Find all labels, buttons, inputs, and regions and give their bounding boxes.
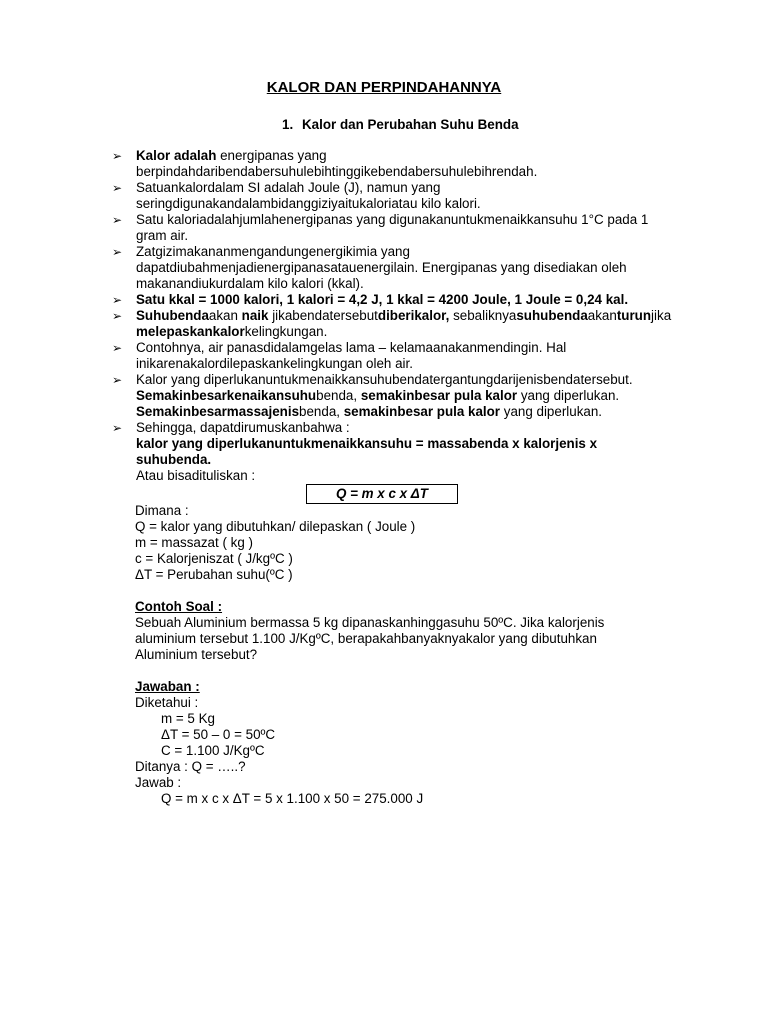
- example-line: Sebuah Aluminium bermassa 5 kg dipanaskanhinggasuhu 50ºC. Jika kalorjenis: [135, 615, 605, 630]
- formula-box: Q = m x c x ΔT: [306, 484, 458, 504]
- arrow-bullet-icon: ➢: [112, 421, 123, 435]
- list-item: ➢ Satu kaloriadalahjumlahenergipanas yang digunakanuntukmenaikkansuhu 1°C pada 1 gram air.: [112, 212, 649, 243]
- arrow-bullet-icon: ➢: [112, 213, 123, 227]
- example-line: Aluminium tersebut?: [135, 647, 258, 662]
- list-item: ➢ Kalor yang diperlukanuntukmenaikkansuhubendatergantungdarijenisbendatersebut. Semakinbesarkenaikansuhubenda, semakinbesar pula kalor yang diperlukan. Semakinbesarmassajenisbenda, semakinbesar pula kalor yang diperlukan.: [112, 372, 633, 419]
- definition-line: m = massazat ( kg ): [135, 535, 253, 550]
- solution-line: Q = m x c x ΔT = 5 x 1.100 x 50 = 275.000 J: [161, 791, 424, 806]
- arrow-bullet-icon: ➢: [112, 181, 123, 195]
- definition-line: ΔT = Perubahan suhu(ºC ): [135, 567, 293, 582]
- known-line: C = 1.100 J/KgºC: [161, 743, 265, 758]
- section-number: 1.: [282, 117, 294, 132]
- arrow-bullet-icon: ➢: [112, 149, 123, 163]
- solve-label: Jawab :: [135, 775, 182, 790]
- answer-heading: Jawaban :: [135, 679, 200, 694]
- arrow-bullet-icon: ➢: [112, 309, 123, 323]
- list-item: ➢ Kalor adalah energipanas yang berpindahdaribendabersuhulebihtinggikebendabersuhulebihrendah.: [112, 148, 538, 179]
- arrow-bullet-icon: ➢: [112, 341, 123, 355]
- section-title: Kalor dan Perubahan Suhu Benda: [302, 117, 519, 132]
- known-line: ΔT = 50 – 0 = 50ºC: [161, 727, 276, 742]
- example-heading: Contoh Soal :: [135, 599, 223, 614]
- list-item: ➢ Zatgizimakananmengandungenergikimia yang dapatdiubahmenjadienergipanasatauenergilain. Energipanas yang disediakan oleh makanandiukurdalam kilo kalori (kkal).: [112, 244, 627, 291]
- known-line: m = 5 Kg: [161, 711, 215, 726]
- arrow-bullet-icon: ➢: [112, 245, 123, 259]
- page-title: KALOR DAN PERPINDAHANNYA: [266, 79, 502, 96]
- list-item: ➢ Satuankalordalam SI adalah Joule (J), namun yang seringdigunakandalambidanggiziyaitukaloriatau kilo kalori.: [112, 180, 481, 211]
- example-block: [135, 599, 675, 663]
- section-heading: [282, 117, 519, 133]
- example-line: aluminium tersebut 1.100 J/KgºC, berapakahbanyaknyakalor yang dibutuhkan: [135, 631, 597, 646]
- asked-line: Ditanya : Q = …..?: [135, 759, 246, 774]
- list-item: ➢ Contohnya, air panasdidalamgelas lama – kelamaanakanmendingin. Hal inikarenakalordilepaskankelingkungan oleh air.: [112, 340, 567, 371]
- definition-line: Q = kalor yang dibutuhkan/ dilepaskan ( Joule ): [135, 519, 416, 534]
- known-label: Diketahui :: [135, 695, 199, 710]
- definitions-block: [135, 503, 675, 583]
- list-item: ➢ Suhubendaakan naik jikabendatersebutdiberikalor, sebaliknyasuhubendaakanturunjikamelepaskankalorkelingkungan.: [112, 308, 672, 339]
- arrow-bullet-icon: ➢: [112, 293, 123, 307]
- definitions-heading: Dimana :: [135, 503, 189, 518]
- list-item: ➢ Satu kkal = 1000 kalori, 1 kalori = 4,2 J, 1 kkal = 4200 Joule, 1 Joule = 0,24 kal.: [112, 292, 629, 307]
- bullet-list: [112, 148, 672, 484]
- definition-line: c = Kalorjeniszat ( J/kgºC ): [135, 551, 293, 566]
- arrow-bullet-icon: ➢: [112, 373, 123, 387]
- list-item: ➢ Sehingga, dapatdirumuskanbahwa : kalor yang diperlukanuntukmenaikkansuhu = massabenda x kalorjenis x suhubenda. Atau bisadituliskan :: [112, 420, 598, 483]
- answer-block: [135, 679, 675, 807]
